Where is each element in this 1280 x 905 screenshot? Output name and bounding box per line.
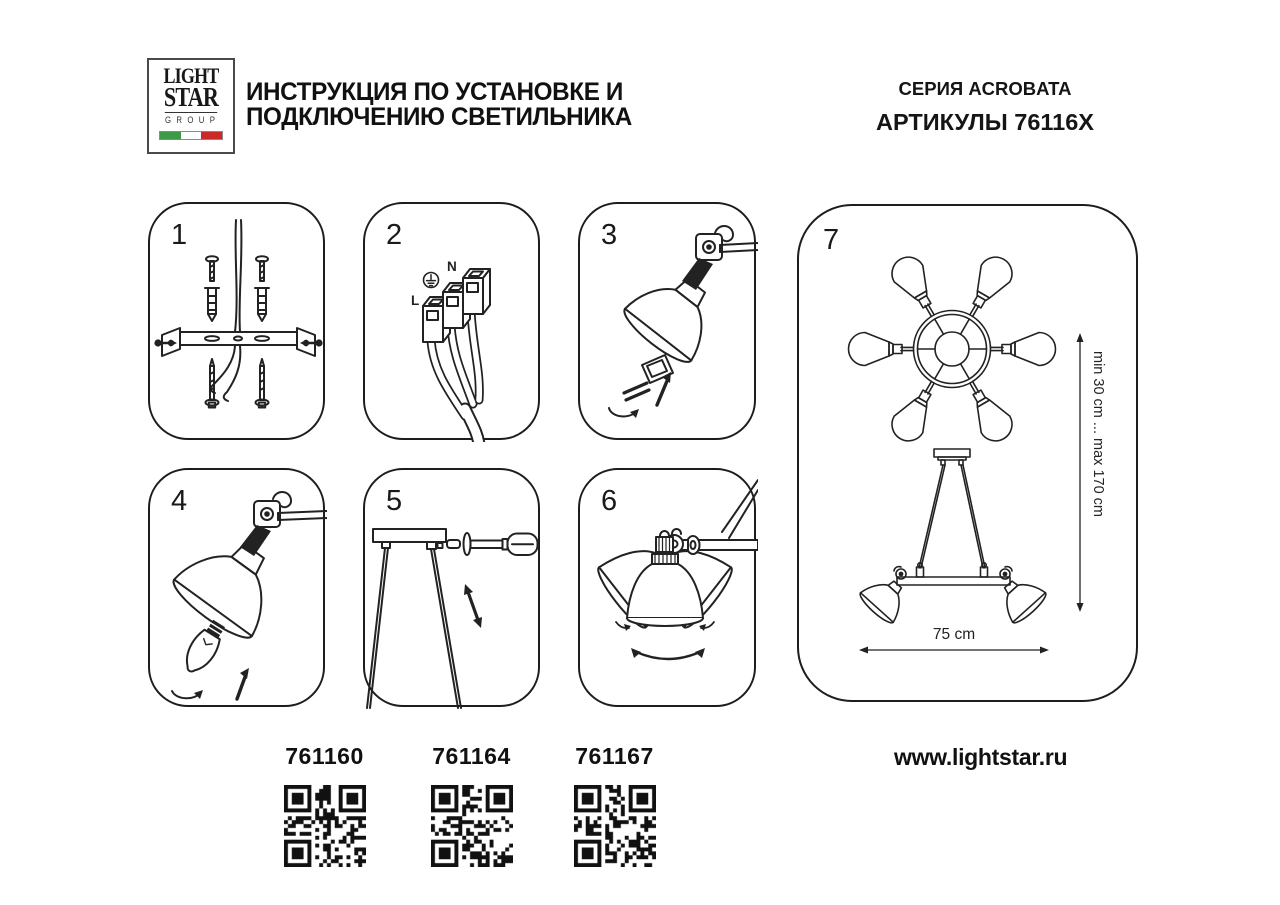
panel-step-2 xyxy=(363,202,540,440)
shade-swivel-diagram xyxy=(580,470,758,709)
fixture-dimensions-diagram xyxy=(799,206,1140,704)
logo-word-group: GROUP xyxy=(165,115,221,126)
shade-ring-diagram xyxy=(580,204,758,442)
article-block-1 xyxy=(282,743,367,867)
panel-number: 4 xyxy=(171,485,188,517)
panel-number: 3 xyxy=(601,219,618,251)
ceiling-bracket-diagram xyxy=(150,204,327,442)
logo-word-light: LIGHT xyxy=(163,63,219,88)
live-label: L xyxy=(411,293,420,308)
cable-adjustment-diagram xyxy=(365,470,542,709)
article-code: 761167 xyxy=(575,743,654,769)
terminal-block-diagram xyxy=(365,204,542,442)
panel-step-7 xyxy=(797,204,1138,702)
dim-horizontal-label: 75 cm xyxy=(932,626,976,643)
panel-step-1 xyxy=(148,202,325,440)
bulb-installation-diagram xyxy=(150,470,327,709)
dim-vertical-label: min 30 cm ... max 170 cm xyxy=(1090,351,1106,517)
logo-word-star: STAR xyxy=(163,82,219,112)
article-code: 761160 xyxy=(285,743,364,769)
article-code: 761164 xyxy=(432,743,511,769)
panel-number: 7 xyxy=(823,224,840,256)
panel-number: 2 xyxy=(386,219,403,251)
panel-step-6 xyxy=(578,468,756,707)
panel-number: 5 xyxy=(386,485,403,517)
article-block-2 xyxy=(429,743,514,867)
logo-rule xyxy=(165,112,217,113)
logo-text xyxy=(157,60,226,126)
flag-white xyxy=(181,132,202,139)
title-line-2: ПОДКЛЮЧЕНИЮ СВЕТИЛЬНИКА xyxy=(246,103,632,131)
lightstar-logo xyxy=(147,58,235,154)
series-label: СЕРИЯ ACROBATA xyxy=(898,78,1072,99)
panel-step-5 xyxy=(363,468,540,707)
article-block-3 xyxy=(572,743,657,867)
panel-number: 1 xyxy=(171,219,188,251)
articles-label: АРТИКУЛЫ 76116X xyxy=(876,109,1094,135)
qr-code xyxy=(431,785,513,867)
panel-step-4 xyxy=(148,468,325,707)
neutral-label: N xyxy=(447,259,457,274)
page-title xyxy=(246,80,632,130)
panel-number: 6 xyxy=(601,485,618,517)
flag-red xyxy=(201,132,222,139)
series-header xyxy=(820,78,1150,136)
flag-green xyxy=(160,132,181,139)
panel-step-3 xyxy=(578,202,756,440)
title-line-1: ИНСТРУКЦИЯ ПО УСТАНОВКЕ И xyxy=(246,78,623,106)
website-label: www.lightstar.ru xyxy=(894,744,1068,770)
qr-code xyxy=(574,785,656,867)
italian-flag-icon xyxy=(159,131,223,140)
qr-code xyxy=(284,785,366,867)
